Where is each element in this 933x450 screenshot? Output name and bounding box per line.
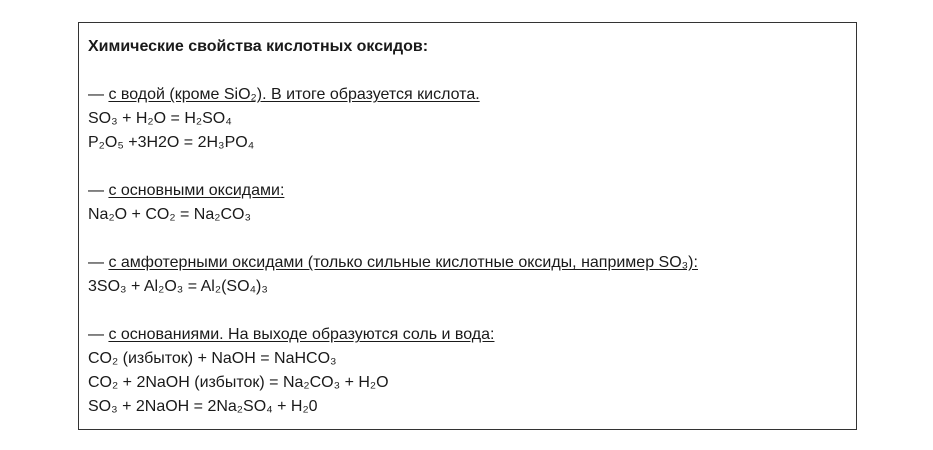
- page-title: Химические свойства кислотных оксидов:: [88, 38, 429, 55]
- equation-line: SO₃ + 2NaOH = 2Na₂SO₄ + H₂0: [88, 398, 318, 415]
- section-heading-water: [88, 85, 480, 105]
- section-heading-amphoteric-oxides: [88, 253, 698, 273]
- dash: —: [88, 254, 109, 271]
- dash: —: [88, 86, 109, 103]
- dash: —: [88, 326, 109, 343]
- dash: —: [88, 182, 109, 199]
- section-heading-bases: [88, 325, 494, 345]
- equation-line: CO₂ + 2NaOH (избыток) = Na₂CO₃ + H₂O: [88, 374, 389, 391]
- equation-line: Na₂O + CO₂ = Na₂CO₃: [88, 206, 251, 223]
- equation-line: SO₃ + H₂O = H₂SO₄: [88, 110, 232, 127]
- heading-text: с основаниями. На выходе образуются соль и вода:: [108, 326, 495, 343]
- heading-text: с основными оксидами:: [108, 182, 285, 199]
- section-heading-basic-oxides: [88, 181, 284, 201]
- equation-line: P₂O₅ +3H2O = 2H₃PO₄: [88, 134, 255, 151]
- equation-line: 3SO₃ + Al₂O₃ = Al₂(SO₄)₃: [88, 278, 268, 295]
- chemistry-note-box: [78, 22, 857, 430]
- equation-line: CO₂ (избыток) + NaOH = NaHCO₃: [88, 350, 337, 367]
- heading-text: с амфотерными оксидами (только сильные кислотные оксиды, например SO₃):: [108, 254, 698, 271]
- heading-text: с водой (кроме SiO₂). В итоге образуется кислота.: [108, 86, 480, 103]
